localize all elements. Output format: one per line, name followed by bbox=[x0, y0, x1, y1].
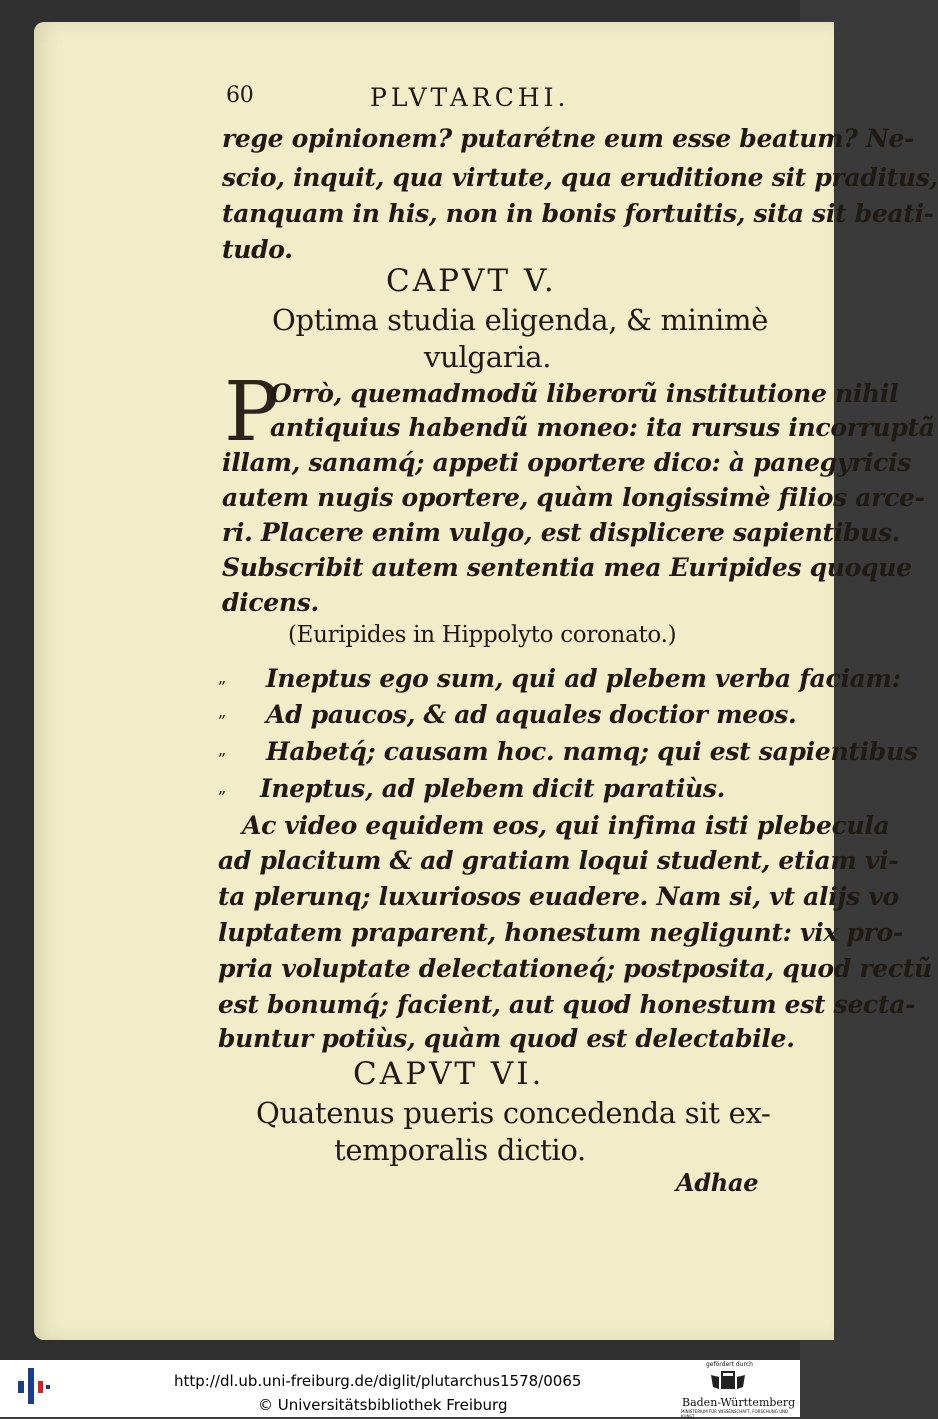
verse-line: Ineptus, ad plebem dicit paratiùs. bbox=[260, 774, 726, 803]
text-line: tudo. bbox=[222, 235, 293, 264]
text-line: autem nugis oportere, quàm longissimè filios arce- bbox=[222, 483, 925, 512]
verse-mark: „ bbox=[218, 702, 226, 721]
drop-capital: P bbox=[224, 365, 280, 460]
running-title: PLVTARCHI. bbox=[370, 83, 570, 112]
text-line: pria voluptate delectationeq́; postposita, quod rectũ bbox=[218, 954, 932, 983]
text-line: Ac video equidem eos, qui infima isti plebecula bbox=[242, 811, 890, 840]
text-line: buntur potiùs, quàm quod est delectabile. bbox=[218, 1024, 795, 1053]
verse-mark: „ bbox=[218, 668, 226, 687]
page-number: 60 bbox=[226, 83, 254, 108]
text-line: Subscribit autem sententia mea Euripides quoque bbox=[222, 553, 912, 582]
text-line: tanquam in his, non in bonis fortuitis, sita sit beati- bbox=[222, 199, 934, 228]
text-line: scio, inquit, qua virtute, qua eruditione sit praditus, bbox=[222, 163, 938, 192]
text-line: antiquius habendũ moneo: ita rursus incorruptã bbox=[270, 413, 935, 442]
chapter-heading: CAPVT VI. bbox=[353, 1056, 545, 1092]
text-line: est bonumq́; facient, aut quod honestum est secta- bbox=[218, 990, 916, 1019]
sponsor-subtitle: MINISTERIUM FÜR WISSENSCHAFT, FORSCHUNG UND KUNST bbox=[681, 1409, 789, 1419]
chapter-heading: CAPVT V. bbox=[386, 263, 557, 299]
text-line: ri. Placere enim vulgo, est displicere sapientibus. bbox=[222, 518, 901, 547]
text-line: Orrò, quemadmodũ liberorũ institutione nihil bbox=[270, 379, 899, 408]
verse-line: Habetq́; causam hoc. namq; qui est sapientibus bbox=[266, 737, 918, 766]
verse-line: Ineptus ego sum, qui ad plebem verba faciam: bbox=[266, 664, 901, 693]
text-line: luptatem praparent, honestum negligunt: vix pro- bbox=[218, 918, 903, 947]
chapter-subtitle: vulgaria. bbox=[424, 340, 552, 374]
text-line: illam, sanamq́; appeti oportere dico: à panegyricis bbox=[222, 448, 912, 477]
text-line: dicens. bbox=[222, 588, 319, 617]
verse-mark: „ bbox=[218, 778, 226, 797]
quote-reference: (Euripides in Hippolyto coronato.) bbox=[288, 622, 677, 648]
ub-freiburg-logo-icon bbox=[18, 1368, 52, 1404]
page-url-link[interactable]: http://dl.ub.uni-freiburg.de/diglit/plutarchus1578/0065 bbox=[174, 1372, 582, 1390]
text-line: ad placitum & ad gratiam loqui student, etiam vi- bbox=[218, 846, 899, 875]
catchword: Adhae bbox=[676, 1168, 759, 1197]
chapter-subtitle: Quatenus pueris concedenda sit ex- bbox=[256, 1096, 771, 1130]
text-line: rege opinionem? putarétne eum esse beatum? Ne- bbox=[222, 124, 915, 153]
copyright-text: © Universitätsbibliothek Freiburg bbox=[258, 1396, 508, 1414]
chapter-subtitle: temporalis dictio. bbox=[334, 1133, 586, 1167]
verse-line: Ad paucos, & ad aquales doctior meos. bbox=[266, 700, 797, 729]
sponsor-caption: gefördert durch bbox=[706, 1361, 753, 1368]
text-line: ta plerunq; luxuriosos euadere. Nam si, vt alijs vo bbox=[218, 882, 899, 911]
sponsor-name: Baden-Württemberg bbox=[682, 1396, 796, 1409]
verse-mark: „ bbox=[218, 740, 226, 759]
coat-of-arms-icon bbox=[710, 1369, 746, 1393]
chapter-subtitle: Optima studia eligenda, & minimè bbox=[272, 303, 769, 337]
